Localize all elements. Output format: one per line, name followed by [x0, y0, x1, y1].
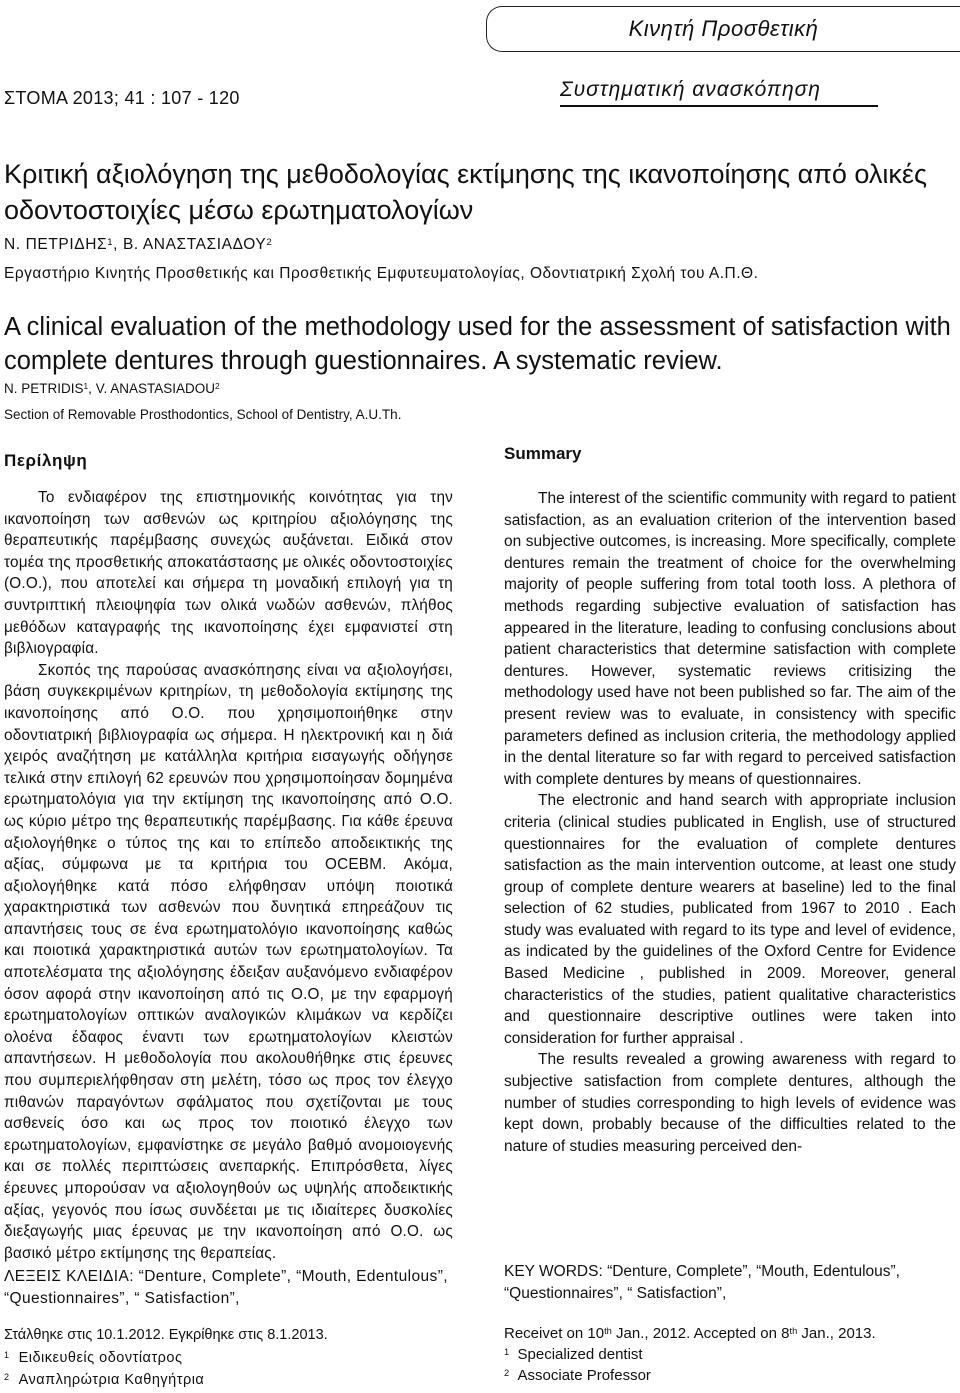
- footnote-number: 1: [504, 1346, 510, 1357]
- english-dates: [504, 1325, 876, 1342]
- greek-affiliation: Εργαστήριο Κινητής Προσθετικής και Προσθετικής Εμφυτευματολογίας, Οδοντιατρική Σχολή του Α.Π.Θ.: [4, 265, 759, 282]
- english-author-1: N. PETRIDIS: [4, 381, 84, 396]
- english-title: A clinical evaluation of the methodology used for the assessment of satisfaction with complete dentures through guestionnaires. A systematic review.: [4, 313, 951, 375]
- english-footnote-2: [504, 1367, 651, 1384]
- footnote-number: 1: [4, 1349, 10, 1360]
- article-type: Συστηματική ανασκόπηση: [560, 78, 821, 101]
- english-author-2: V. ANASTASIADOU: [95, 381, 215, 396]
- greek-abstract: [4, 487, 453, 1264]
- footnote-text: Associate Professor: [517, 1367, 651, 1384]
- footnote-number: 2: [504, 1367, 510, 1378]
- english-authors: N. PETRIDIS$^1$, V. ANASTASIADOU$^2$: [4, 381, 220, 396]
- english-author-1-sup: 1: [83, 381, 89, 392]
- greek-dates: Στάλθηκε στις 10.1.2012. Εγκρίθηκε στις 8.1.2013.: [4, 1327, 328, 1343]
- greek-author-2-sup: 2: [266, 236, 273, 248]
- greek-footnote-1: [4, 1350, 453, 1366]
- journal-section-box: [486, 6, 960, 52]
- greek-keywords: ΛΕΞΕΙΣ ΚΛΕΙΔΙΑ: “Denture, Complete”, “Mouth, Edentulous”, “Questionnaires”, “ Satisfaction”,: [4, 1268, 448, 1307]
- footnote-text: Αναπληρώτρια Καθηγήτρια: [18, 1372, 205, 1388]
- greek-abstract-paragraph: Σκοπός της παρούσας ανασκόπησης είναι να αξιολογήσει, βάση συγκεκριμένων κριτηρίων, τη μεθοδολογία εκτίμησης της ικανοποίησης από Ο.Ο. που χρησιμοποιήθηκε στην οδοντιατρική βιβλιογραφία ως σήμερα. Η ηλεκτρονική και η διά χειρός αναζήτηση με κατάλληλα κριτήρια εισαγωγής οδήγησε τελικά στην επιλογή 62 ερευνών που χρησιμοποίησαν δομημένα ερωτηματολόγια για την εκτίμηση της ικανοποίησης από Ο.Ο. ως κύριο μέτρο της θεραπευτικής παρέμβασης. Για κάθε έρευνα αξιολογήθηκε ο τύπος της και το επίπεδο αποδεικτικής της αξίας, σύμφωνα με τα κριτήρια του OCEBM. Ακόμα, αξιολογήθηκε κατά πόσο ελήφθησαν υπόψη ποιοτικά χαρακτηριστικά των ασθενών που δυνητικά επηρεάζουν τις απαντήσεις τους σε ένα ερωτηματολόγιο ικανοποίησης καθώς και ποιοτικά χαρακτηριστικά αυτών των ερωτηματολογίων. Τα αποτελέσματα της αξιολόγησης έδειξαν αυξανόμενο ενδιαφέρον όσον αφορά στην ικανοποίηση από τις Ο.Ο, με την εφαρμογή ερωτηματολογίων οπτικών αναλογικών κλιμάκων να κερδίζει ολοένα έδαφος έναντι των ερωτηματολογίων κλειστών απαντήσεων. Η μεθοδολογία που ακολουθήθηκε στις έρευνες που συμπεριελήφθησαν στη μελέτη, τόσο ως προς τον έλεγχο πιθανών παραγόντων σφάλματος που σχετίζονται με τους ασθενείς όσο και ως προς τον ποιοτικό έλεγχο των ερωτηματολογίων, εμφανίστηκε σε μεγάλο βαθμό ανομοιογενής και σε πολλές περιπτώσεις ανεπαρκής. Επιπρόσθετα, λίγες έρευνες μπορούσαν να αξιολογηθούν ως υψηλής αποδεικτικής αξίας, γεγονός που ίσως συνδέεται με τις ιδιαίτερες δυσκολίες διεξαγωγής μιας έρευνας με την ικανοποίηση από Ο.Ο. ως βασικό μέτρο εκτίμησης της θεραπείας.: [4, 661, 453, 1262]
- english-keywords: KEY WORDS: “Denture, Complete”, “Mouth, Edentulous”, “Questionnaires”, “ Satisfaction”,: [504, 1263, 900, 1302]
- footnote-text: Specialized dentist: [517, 1346, 643, 1363]
- journal-section-label: Κινητή Προσθετική: [628, 16, 819, 41]
- greek-footnote-2: [4, 1372, 453, 1388]
- journal-issue: ΣΤΟΜΑ 2013; 41 : 107 - 120: [4, 88, 240, 108]
- english-abstract-paragraph: The results revealed a growing awareness with regard to subjective satisfaction from complete dentures, although the number of studies corresponding to high levels of evidence was kept down, probably because of the difficulties related to the nature of studies measuring perceived den-: [504, 1051, 956, 1155]
- english-footnote-1: [504, 1346, 643, 1363]
- accepted-text: Jan., 2012. Accepted on 8: [611, 1325, 790, 1342]
- english-affiliation: Section of Removable Prosthodontics, School of Dentistry, A.U.Th.: [4, 407, 402, 422]
- accepted-year: Jan., 2013.: [797, 1325, 876, 1342]
- english-author-2-sup: 2: [214, 381, 220, 392]
- greek-author-2: Β. ΑΝΑΣΤΑΣΙΑΔΟΥ: [122, 236, 267, 253]
- footnote-text: Ειδικευθείς οδοντίατρος: [18, 1350, 183, 1366]
- greek-title: Κριτική αξιολόγηση της μεθοδολογίας εκτίμησης της ικανοποίησης από ολικές οδοντοστοιχίες μέσω ερωτηματολογίων: [4, 159, 927, 225]
- footnote-number: 2: [4, 1371, 10, 1382]
- greek-abstract-heading: Περίληψη: [4, 451, 88, 470]
- greek-author-1: Ν. ΠΕΤΡΙΔΗΣ: [4, 236, 108, 253]
- received-text: Receivet on 10: [504, 1325, 605, 1342]
- accepted-sup: th: [789, 1325, 798, 1336]
- greek-author-1-sup: 1: [107, 236, 114, 248]
- english-abstract-paragraph: The interest of the scientific community with regard to patient satisfaction, as an evaluation criterion of the intervention based on subjective outcomes, is increasing. More specifically, complete dentures remain the treatment of choice for the overwhelming majority of people suffering from total tooth loss. A plethora of methods regarding subjective evaluation of satisfaction has appeared in the literature, leading to confusing conclusions about patient characteristics that determine satisfaction with complete dentures. However, systematic reviews critisizing the methodology used have not been published so far. The aim of the present review was to evaluate, in consistency with specific parameters defined as inclusion criteria, the methodology applied in the dental literature so far with regard to perceived satisfaction with complete dentures by means of questionnaires.: [504, 490, 956, 788]
- english-abstract-paragraph: The electronic and hand search with appropriate inclusion criteria (clinical studies publicated in English, use of structured questionnaires for the evaluation of complete dentures satisfaction as the main intervention outcome, at least one study group of complete denture wearers at baseline) led to the final selection of 62 studies, publicated from 1967 to 2010 . Each study was evaluated with regard to its type and level of evidence, as indicated by the guidelines of the Oxford Centre for Evidence Based Medicine , published in 2009. Moreover, general characteristics of the studies, patient qualitative characteristics and questionnaire descriptive outlines were taken into consideration for further appraisal .: [504, 792, 956, 1047]
- received-sup: th: [604, 1325, 612, 1336]
- english-abstract-heading: Summary: [504, 444, 582, 463]
- english-abstract: [504, 488, 956, 1157]
- article-type-underline: [560, 105, 878, 107]
- greek-abstract-paragraph: Το ενδιαφέρον της επιστημονικής κοινότητας για την ικανοποίηση των ασθενών ως κριτηρίου αξιολόγησης της θεραπευτικής παρέμβασης συνεχώς αυξάνεται. Ειδικά στον τομέα της προσθετικής αποκατάστασης με ολικές οδοντοστοιχίες (Ο.Ο.), που αποτελεί και σήμερα τη μοναδική επιλογή για τη συντριπτική πλειοψηφία των ολικά νωδών ασθενών, πλήθος μεθόδων καταγραφής της ικανοποίησης έχει εμφανιστεί στη βιβλιογραφία.: [4, 489, 453, 658]
- greek-authors: Ν. ΠΕΤΡΙΔΗΣ$^1$, Β. ΑΝΑΣΤΑΣΙΑΔΟΥ$^2$: [4, 236, 273, 253]
